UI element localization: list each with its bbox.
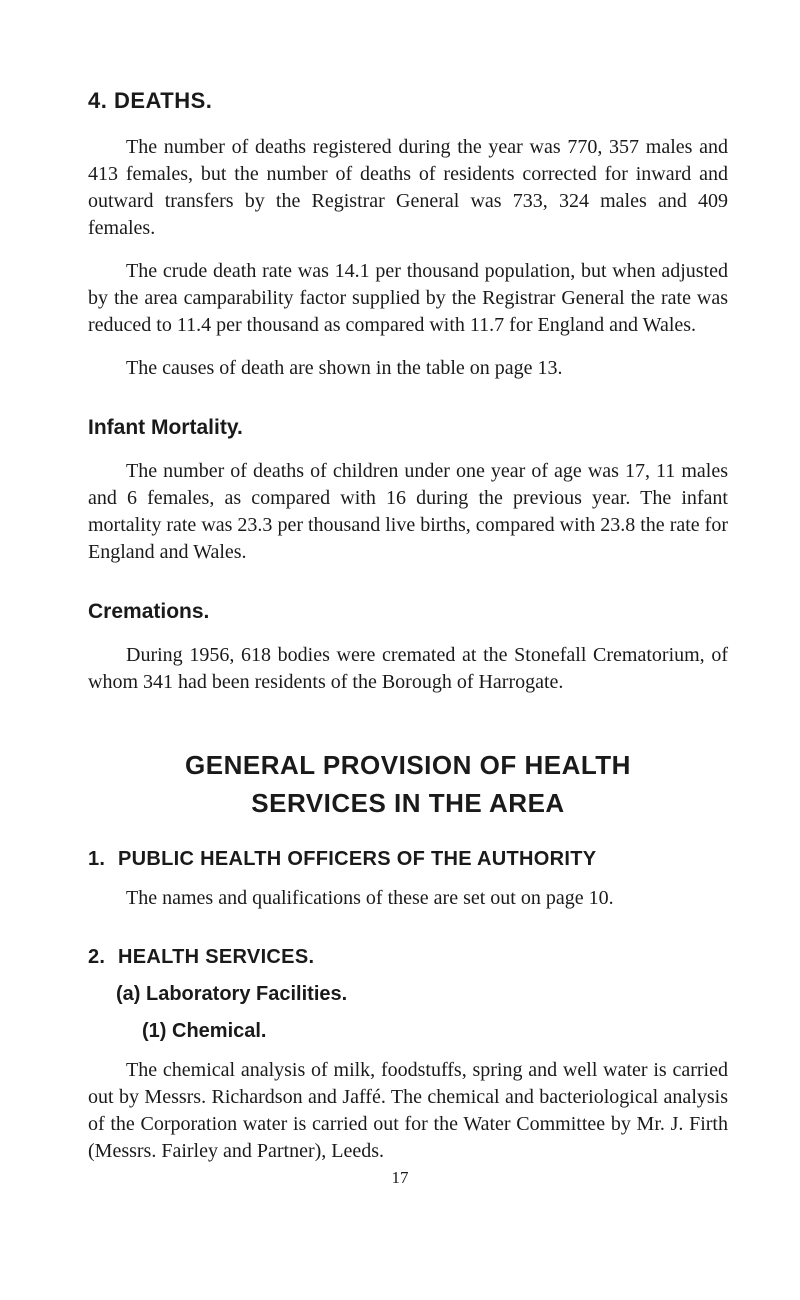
- general-provision-title-line-1: GENERAL PROVISION OF HEALTH: [185, 750, 631, 780]
- cremations-heading: Cremations.: [88, 600, 210, 623]
- health-services-heading: [88, 946, 728, 969]
- cremations-paragraph: During 1956, 618 bodies were cremated at the Stonefall Crematorium, of whom 341 had been residents of the Borough of Harrogate.: [88, 644, 728, 693]
- public-health-officers-heading: [88, 848, 728, 871]
- deaths-paragraph-2: The crude death rate was 14.1 per thousand population, but when adjusted by the area camparability factor supplied by the Registrar General the rate was reduced to 11.4 per thousand as compared with 11.7 for England and Wales.: [88, 260, 728, 336]
- deaths-paragraph-1: The number of deaths registered during the year was 770, 357 males and 413 females, but the number of deaths of residents corrected for inward and outward transfers by the Registrar General was 733, 324 males and 409 females.: [88, 136, 728, 239]
- chemical-paragraph: The chemical analysis of milk, foodstuffs, spring and well water is carried out by Messrs. Richardson and Jaffé. The chemical and bacteriological analysis of the Corporation water is carried out for the Water Committee by Mr. J. Firth (Messrs. Fairley and Partner), Leeds.: [88, 1059, 728, 1162]
- section-number: 2.: [88, 946, 106, 968]
- public-health-officers-paragraph: The names and qualifications of these are set out on page 10.: [126, 887, 614, 909]
- page-number: 17: [391, 1168, 409, 1187]
- section-title: PUBLIC HEALTH OFFICERS OF THE AUTHORITY: [118, 848, 597, 870]
- laboratory-facilities-heading: (a) Laboratory Facilities.: [116, 983, 348, 1005]
- chemical-heading: (1) Chemical.: [142, 1020, 267, 1042]
- document-page: [88, 88, 728, 1165]
- general-provision-title-line-2: SERVICES IN THE AREA: [251, 788, 565, 818]
- general-provision-title: [88, 746, 728, 822]
- deaths-paragraph-3: The causes of death are shown in the table on page 13.: [126, 357, 563, 379]
- infant-mortality-paragraph: The number of deaths of children under one year of age was 17, 11 males and 6 females, as compared with 16 during the previous year. The infant mortality rate was 23.3 per thousand live births, compared with 23.8 the rate for England and Wales.: [88, 460, 728, 563]
- section-title: HEALTH SERVICES.: [118, 946, 315, 968]
- section-number: 1.: [88, 848, 106, 870]
- deaths-heading: 4. DEATHS.: [88, 88, 213, 113]
- infant-mortality-heading: Infant Mortality.: [88, 416, 243, 439]
